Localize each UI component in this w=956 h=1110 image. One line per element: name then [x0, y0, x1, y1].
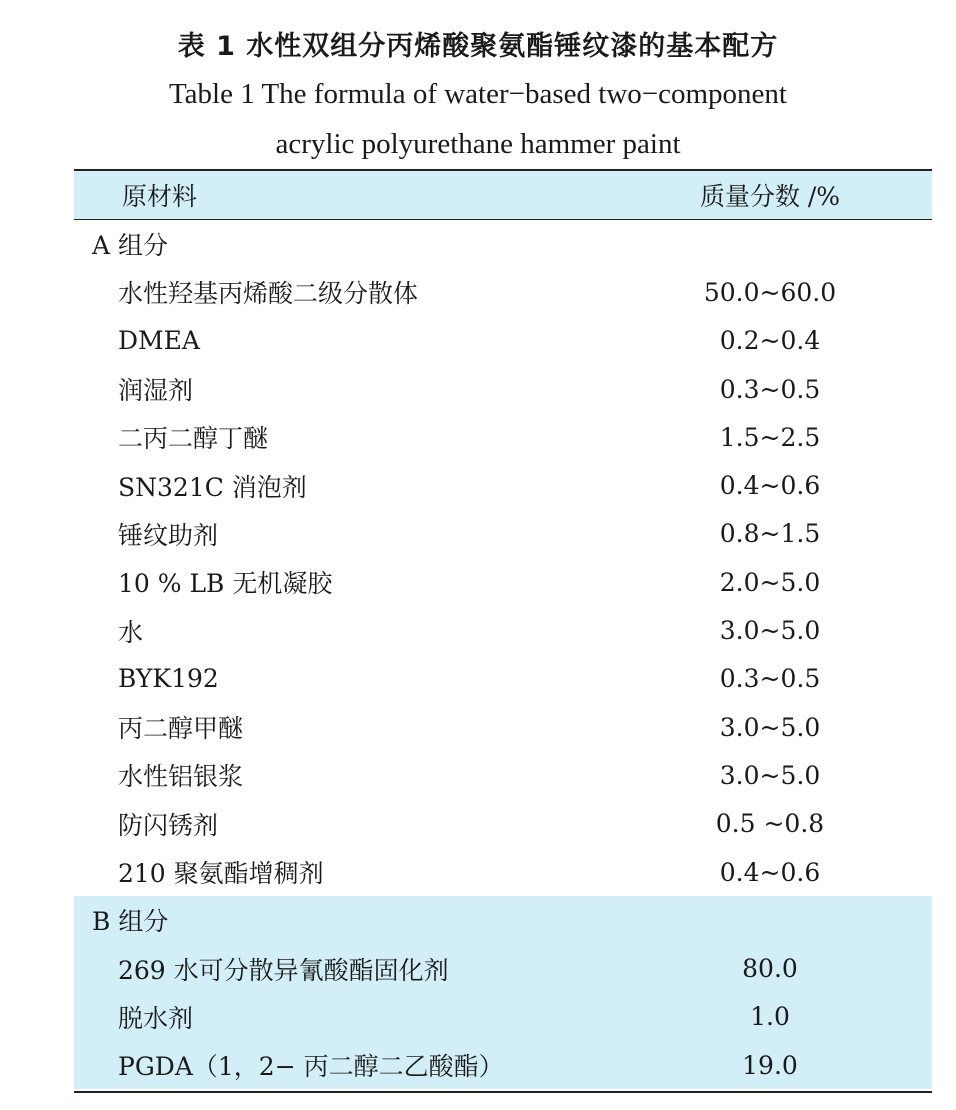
material-name: 防闪锈剂	[118, 810, 219, 840]
mass-fraction-value: 0.3~0.5	[719, 374, 821, 404]
mass-fraction-value: 80.0	[742, 954, 798, 984]
table-row	[74, 993, 932, 1041]
material-name: 210 聚氨酯增稠剂	[118, 859, 324, 888]
table-row	[74, 944, 932, 992]
material-name: 丙二醇甲醚	[118, 714, 244, 744]
group-a-label: A 组分	[92, 231, 169, 261]
mass-fraction-value: 1.5~2.5	[719, 422, 821, 452]
table-row	[74, 655, 932, 703]
material-name: 水	[118, 617, 144, 647]
table-row	[74, 510, 932, 558]
table-row	[74, 703, 932, 751]
mass-fraction-value: 0.5 ~0.8	[715, 809, 825, 839]
mass-fraction-value: 1.0	[750, 1002, 790, 1032]
table-row	[74, 751, 932, 799]
mass-fraction-value: 50.0~60.0	[703, 277, 837, 307]
table-header	[74, 171, 932, 220]
header-mass-fraction: 质量分数 /%	[699, 182, 841, 211]
table-row	[74, 365, 932, 413]
mass-fraction-value: 19.0	[742, 1050, 798, 1080]
table-row	[74, 461, 932, 509]
table-row	[74, 800, 932, 848]
table-row	[74, 317, 932, 365]
mass-fraction-value: 0.4~0.6	[719, 857, 821, 887]
material-name: 269 水可分散异氰酸酯固化剂	[118, 955, 449, 985]
table-row	[74, 606, 932, 654]
material-name: PGDA（1，2− 丙二醇二乙酸酯）	[118, 1052, 504, 1082]
material-name: DMEA	[118, 326, 200, 356]
material-name: 10 % LB 无机凝胶	[118, 569, 333, 599]
table-row	[74, 558, 932, 606]
group-b-rows	[74, 944, 932, 1089]
table-title-en-line1: Table 1 The formula of water−based two−component	[168, 78, 787, 110]
group-a-rows	[74, 268, 932, 896]
group-b-label: B 组分	[92, 907, 169, 937]
mass-fraction-value: 0.2~0.4	[719, 326, 821, 356]
mass-fraction-value: 0.4~0.6	[719, 471, 821, 501]
mass-fraction-value: 0.8~1.5	[719, 519, 821, 549]
mass-fraction-value: 3.0~5.0	[719, 712, 821, 742]
table-row	[74, 268, 932, 316]
table-row	[74, 1041, 932, 1089]
material-name: 水性羟基丙烯酸二级分散体	[118, 279, 419, 309]
mass-fraction-value: 3.0~5.0	[719, 616, 821, 646]
material-name: BYK192	[118, 664, 219, 694]
mass-fraction-value: 2.0~5.0	[719, 567, 821, 597]
material-name: 二丙二醇丁醚	[118, 424, 269, 454]
mass-fraction-value: 3.0~5.0	[719, 760, 821, 790]
material-name: SN321C 消泡剂	[118, 472, 307, 502]
formula-table	[74, 169, 932, 1093]
table-title-en-line2: acrylic polyurethane hammer paint	[275, 128, 681, 160]
material-name: 脱水剂	[118, 1003, 194, 1033]
mass-fraction-value: 0.3~0.5	[719, 664, 821, 694]
material-name: 锤纹助剂	[118, 520, 219, 550]
table-row	[74, 413, 932, 461]
table-title-cn: 表 1 水性双组分丙烯酸聚氨酯锤纹漆的基本配方	[177, 31, 779, 62]
table-row	[74, 848, 932, 896]
material-name: 润湿剂	[118, 376, 194, 406]
group-b-label-row	[74, 896, 932, 944]
group-a-label-row	[74, 220, 932, 268]
header-material: 原材料	[122, 182, 198, 211]
material-name: 水性铝银浆	[118, 762, 244, 792]
